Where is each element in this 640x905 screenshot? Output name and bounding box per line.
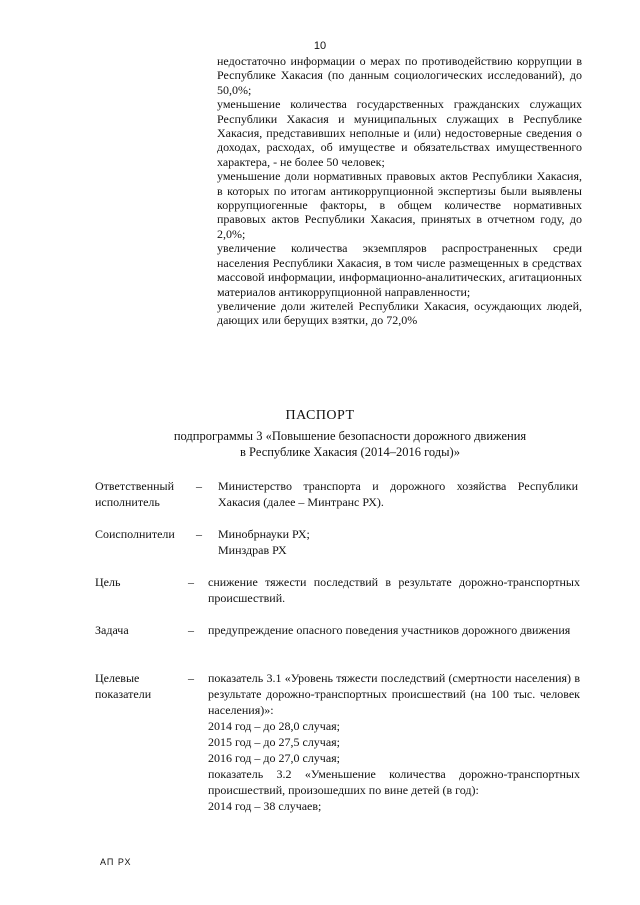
row-dash: – [196, 479, 202, 493]
row-value-line: Минобрнауки РХ; [218, 527, 310, 541]
intro-paragraph: уменьшение количества государственных гражданских служащих Республики Хакасия и муниципальных служащих в Республике Хакасия, представивших неполные и (или) недостоверные сведения о доходах, расходах, об имуществе и обязательствах имущественного характера, - не более 50 человек; [217, 97, 582, 169]
row-value [208, 670, 580, 814]
row-label: Задача [95, 623, 129, 637]
row-value-line: 2014 год – 38 случаев; [208, 799, 322, 813]
row-value-line: Минздрав РХ [218, 543, 287, 557]
row-dash: – [188, 623, 194, 637]
row-label: Ответственный исполнитель [95, 479, 175, 509]
subprogram-title [100, 428, 600, 460]
row-dash: – [188, 671, 194, 685]
row-value-line: 2016 год – до 27,0 случая; [208, 751, 341, 765]
intro-paragraph: уменьшение доли нормативных правовых актов Республики Хакасия, в которых по итогам антикоррупционной экспертизы были выявлены коррупциогенные факторы, в общем количестве нормативных правовых актов Республики Хакасия, принятых в отчетном году, до 2,0%; [217, 169, 582, 241]
page-number: 10 [313, 40, 327, 52]
subprogram-title-line: подпрограммы 3 «Повышение безопасности дорожного движения [173, 429, 527, 443]
intro-paragraph: увеличение доли жителей Республики Хакасия, осуждающих людей, дающих или берущих взятки, до 72,0% [217, 298, 582, 328]
row-value [218, 526, 578, 558]
row-value: снижение тяжести последствий в результате дорожно-транспортных происшествий. [208, 575, 580, 605]
passport-title: ПАСПОРТ [285, 408, 355, 423]
row-label: Целевые показатели [95, 671, 152, 701]
row-value-line: показатель 3.2 «Уменьшение количества дорожно-транспортных происшествий, произошедших по вине детей (в год): [208, 767, 580, 797]
row-value-line: 2014 год – до 28,0 случая; [208, 719, 341, 733]
intro-text-block [217, 54, 582, 328]
row-dash: – [188, 575, 194, 589]
row-value: предупреждение опасного поведения участников дорожного движения [208, 623, 571, 637]
row-dash: – [196, 527, 202, 541]
row-label: Цель [95, 575, 121, 589]
intro-paragraph: увеличение количества экземпляров распространенных среди населения Республики Хакасия, в том числе размещенных в средствах массовой информации, информационно-аналитических, агитационных материалов антикоррупционной направленности; [217, 241, 582, 299]
subprogram-title-line: в Республике Хакасия (2014–2016 годы)» [240, 445, 460, 459]
footer-mark: АП РХ [100, 857, 132, 867]
row-label: Соисполнители [95, 527, 175, 541]
row-value-line: 2015 год – до 27,5 случая; [208, 735, 341, 749]
row-value: Министерство транспорта и дорожного хозяйства Республики Хакасия (далее – Минтранс РХ). [218, 479, 578, 509]
row-value-line: показатель 3.1 «Уровень тяжести последствий (смертности населения) в результате дорожно-транспортных происшествий (на 100 тыс. человек населения)»: [208, 671, 580, 717]
intro-paragraph: недостаточно информации о мерах по противодействию коррупции в Республике Хакасия (по данным социологических исследований), до 50,0%; [217, 54, 582, 97]
